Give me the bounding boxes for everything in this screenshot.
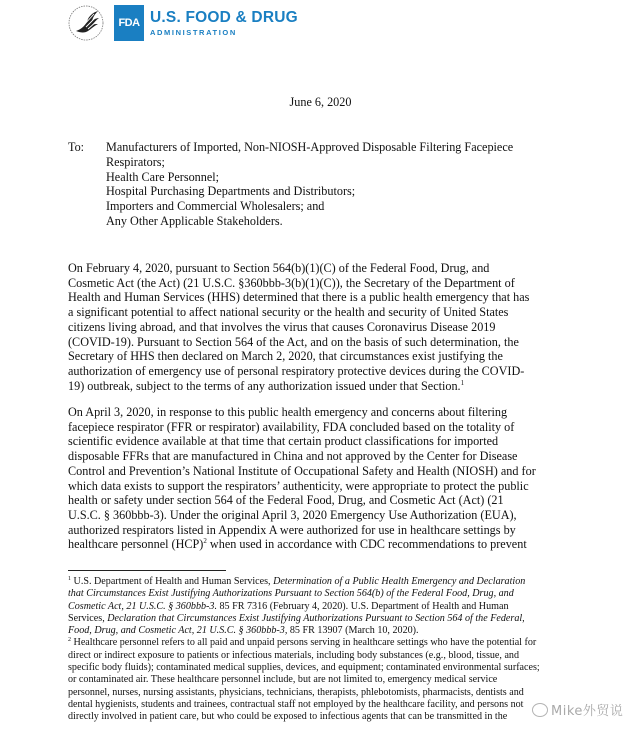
paragraph-line: disposable FFRs that are manufactured in China and not approved by the Center for Disease xyxy=(68,449,518,464)
footnote-number: 2 xyxy=(68,637,71,644)
paragraph-eua-history xyxy=(68,405,578,552)
watermark xyxy=(532,700,623,719)
footnote-text: U.S. Department of Health and Human Services, xyxy=(71,576,274,587)
paragraph-line: scientific evidence available at that time that certain product classifications for imported xyxy=(68,434,499,449)
paragraph-line: which data exists to support the respirators’ authenticity, were appropriate to protect the public xyxy=(68,478,529,493)
fda-subtitle: ADMINISTRATION xyxy=(150,27,237,37)
recipient-line: Health Care Personnel; xyxy=(106,169,220,184)
footnote-1-line xyxy=(68,613,608,625)
footnote-2-line: dental hygienists, students and trainees, contractual staff not employed by the healthcare facility, and persons not xyxy=(68,698,524,710)
footnote-2-line: directly involved in patient care, but who could be exposed to infectious agents that can be transmitted in the xyxy=(68,711,508,723)
paragraph-line xyxy=(68,379,578,394)
paragraph-line: On April 3, 2020, in response to this public health emergency and concerns about filtering xyxy=(68,405,508,419)
paragraph-line: citizens living abroad, and that involves the virus that causes Coronavirus Disease 2019 xyxy=(68,319,496,334)
paragraph-line: Cosmetic Act (the Act) (21 U.S.C. §360bbb-3(b)(1)(C)), the Secretary of the Department of xyxy=(68,275,515,290)
footnote-citation-title: that Circumstances Exist Justifying Authorizations Pursuant to Section 564(b) of the Federal Food, Drug, and xyxy=(68,588,514,600)
footnote-citation-title: Food, Drug, and Cosmetic Act, 21 U.S.C. § 360bbb-3, xyxy=(68,625,288,637)
paragraph-line: Control and Prevention’s National Institute of Occupational Safety and Health (NIOSH) and for xyxy=(68,463,536,478)
recipient-line: Any Other Applicable Stakeholders. xyxy=(106,213,283,228)
footnote-citation-title: Declaration that Circumstances Exist Justifying Authorizations Pursuant to Section 564 of the Federal, xyxy=(107,612,525,624)
recipients-list xyxy=(106,140,576,229)
footnote-citation-title: Determination of a Public Health Emergency and Declaration xyxy=(273,576,526,587)
footnote-text: Healthcare personnel refers to all paid and unpaid persons serving in healthcare settings who have the potential for xyxy=(71,637,537,649)
footnote-number: 1 xyxy=(68,576,71,582)
paragraph-line: On February 4, 2020, pursuant to Section 564(b)(1)(C) of the Federal Food, Drug, and xyxy=(68,261,490,275)
footnote-2-line xyxy=(68,637,608,649)
footnote-1-line xyxy=(68,601,608,613)
paragraph-line: U.S.C. § 360bbb-3). Under the original April 3, 2020 Emergency Use Authorization (EUA), xyxy=(68,507,517,522)
paragraph-covid-determination xyxy=(68,261,578,393)
footnote-1-line xyxy=(68,588,608,600)
watermark-text: Mike外贸说 xyxy=(551,704,624,719)
footnote-1-line xyxy=(68,576,608,588)
paragraph-line: facepiece respirator (FFR or respirator) availability, FDA concluded based on the totality of xyxy=(68,419,515,434)
footnote-2-line: direct or indirect exposure to patients or infectious materials, including body substances (e.g., blood, tissue, and xyxy=(68,649,520,661)
footnote-ref-2[interactable]: 2 xyxy=(203,537,207,546)
paragraph-text: healthcare personnel (HCP) xyxy=(68,537,204,552)
paragraph-line: a significant potential to affect national security or the health and security of United States xyxy=(68,305,509,320)
footnote-2-line: specific body fluids); contaminated medical supplies, devices, and equipment; contaminated environmental surfaces; xyxy=(68,662,540,674)
hhs-eagle-seal-icon xyxy=(66,3,106,43)
paragraph-line: authorization of emergency use of personal respiratory protective devices during the COVID- xyxy=(68,363,525,378)
fda-title: U.S. FOOD & DRUG xyxy=(150,9,298,26)
footnote-ref-1[interactable]: 1 xyxy=(460,378,465,387)
paragraph-line: (COVID-19). Pursuant to Section 564 of the Act, and on the basis of such determination, the xyxy=(68,334,519,349)
recipient-line: Manufacturers of Imported, Non-NIOSH-Approved Disposable Filtering Facepiece xyxy=(106,140,514,154)
footnote-divider xyxy=(68,570,226,571)
paragraph-line: Secretary of HHS then declared on March 2, 2020, that circumstances exist justifying the xyxy=(68,349,503,364)
paragraph-line: Health and Human Services (HHS) determined that there is a public health emergency that has xyxy=(68,290,530,305)
letter-date: June 6, 2020 xyxy=(289,95,352,109)
recipient-line: Respirators; xyxy=(106,154,165,169)
recipient-line: Importers and Commercial Wholesalers; and xyxy=(106,199,325,214)
footnote-1-line xyxy=(68,625,608,637)
footnote-text: 85 FR 7316 (February 4, 2020). U.S. Department of Health and Human xyxy=(216,600,509,612)
paragraph-text: when used in accordance with CDC recommendations to prevent xyxy=(206,537,527,552)
paragraph-line: health or safety under section 564 of the Federal Food, Drug, and Cosmetic Act (Act) (21 xyxy=(68,493,504,508)
wechat-watermark-icon xyxy=(532,703,548,717)
footnote-text: 85 FR 13907 (March 10, 2020). xyxy=(287,625,419,637)
paragraph-text: 19) outbreak, subject to the terms of any authorization issued under that Section. xyxy=(68,378,461,393)
fda-logo-label: FDA xyxy=(118,17,140,29)
paragraph-line: authorized respirators listed in Appendix A were authorized for use in healthcare settings by xyxy=(68,522,516,537)
paragraph-line xyxy=(68,537,578,552)
letterhead xyxy=(66,3,298,43)
footnote-2-line: or contaminated air. These healthcare personnel include, but are not limited to, emergency medical service xyxy=(68,674,498,686)
footnote-text: Services, xyxy=(68,612,108,624)
recipient-line: Hospital Purchasing Departments and Distributors; xyxy=(106,184,356,199)
footnote-citation-title: Cosmetic Act, 21 U.S.C. § 360bbb-3. xyxy=(68,600,217,612)
fda-logo-box xyxy=(114,5,144,41)
footnote-2-line: personnel, nurses, nursing assistants, physicians, technicians, therapists, phlebotomists, pharmacists, dentists and xyxy=(68,686,524,698)
fda-wordmark xyxy=(150,10,298,36)
footnotes xyxy=(68,576,608,724)
to-label: To: xyxy=(68,140,85,154)
recipients-block xyxy=(68,140,576,229)
